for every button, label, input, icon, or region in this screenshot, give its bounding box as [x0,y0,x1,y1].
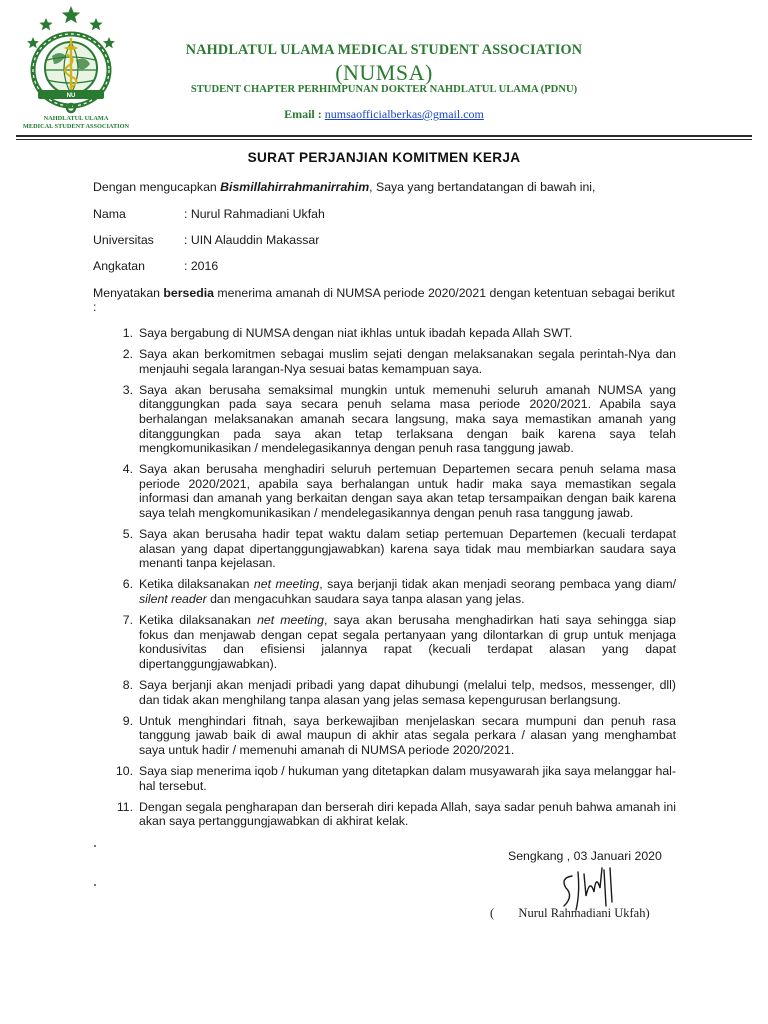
term-number: 9. [122,713,133,728]
term-text: Untuk menghindari fitnah, saya berkewajiban menjelaskan secara mumpuni dan penuh rasa tanggung jawab baik di awal maupun di akhir atas segala perkara / alasan yang menghambat saya untuk hadir / memenuhi amanah di NUMSA periode 2020/2021. [139,713,676,757]
intro-bold: bersedia [163,286,215,300]
terms-list [93,326,676,835]
letterhead-rule-thin [16,139,752,140]
scan-speck [94,845,96,847]
svg-text:NU: NU [66,93,76,99]
term-text: dan mengacuhkan saudara saya tanpa alasan yang jelas. [206,592,525,606]
term-text: Saya berjanji akan menjadi pribadi yang dapat dihubungi (melalui telp, medsos, messenger, dll) dan tidak akan menghilang tanpa alasan yang jelas semasa kepengurusan berlangsung. [139,677,676,707]
term-item [93,800,676,829]
identity-label: Angkatan [93,259,145,273]
logo-caption-line-2: MEDICAL STUDENT ASSOCIATION [22,123,130,130]
term-item [93,577,676,606]
intro-pre: Menyatakan [93,286,164,300]
term-item [93,462,676,520]
term-text: Saya akan berusaha menghadiri seluruh pertemuan Departemen secara penuh selama masa periode 2020/2021, apabila saya berhalangan untuk hadir maka saya memastikan segala informasi dan amanah yang berkaitan dengan saya akan tetap tersampaikan dengan baik karena saya telah mengkomunikasikan / mendelegasikannya dengan penuh rasa tanggung jawab. [139,462,676,521]
term-number: 2. [122,347,133,362]
identity-value: : Nurul Rahmadiani Ukfah [184,207,325,221]
identity-row-university [93,233,319,247]
term-item [93,613,676,671]
term-number: 6. [122,577,133,592]
logo-caption-line-1: NAHDLATUL ULAMA [43,115,109,122]
organization-chapter: STUDENT CHAPTER PERHIMPUNAN DOKTER NAHDLATUL ULAMA (PDNU) [190,84,578,95]
term-number: 5. [122,527,133,542]
term-item [93,714,676,758]
term-emphasis: net meeting [253,577,320,592]
term-text: Dengan segala pengharapan dan berserah diri kepada Allah, saya sadar penuh bahwa amanah ini akan saya pertanggungjawabkan di akhirat kelak. [139,799,676,829]
term-number: 10. [115,763,133,778]
term-emphasis: silent reader [139,592,207,606]
logo-star-right-2 [103,37,115,48]
email-line [168,107,600,122]
identity-value: : UIN Alauddin Makassar [184,233,320,247]
term-number: 1. [122,326,133,340]
term-text: Saya siap menerima iqob / hukuman yang ditetapkan dalam musyawarah jika saya melanggar hal-hal tersebut. [139,763,676,793]
document-title: SURAT PERJANJIAN KOMITMEN KERJA [247,150,521,165]
term-text: Saya akan berusaha semaksimal mungkin untuk memenuhi seluruh amanah NUMSA yang ditanggungkan pada saya secara penuh selama masa periode 2020/2021. Apabila saya berhalangan melaksanakan amanah secara langsung, maka saya memastikan amanah yang ditanggungkan pada saya akan tetap terlaksana dengan baik karena saya telah mengkomunikasikan / mendelegasikannya dengan penuh rasa tanggung jawab. [139,382,676,456]
signer-close-paren: ) [645,906,650,920]
opening-post: , Saya yang bertandatangan di bawah ini, [369,180,596,194]
place-and-date: Sengkang , 03 Januari 2020 [508,849,662,863]
term-text: Ketika dilaksanakan [139,577,254,592]
logo-caption [14,115,138,131]
identity-label: Universitas [93,233,154,247]
intro-statement [93,286,678,314]
term-text: , saya akan berusaha menghadirkan hati saya sehingga siap fokus dan menjawab dengan cepat segala pertanyaan yang dilontarkan di grup untuk menjaga kondusivitas dan efisiensi jalannya rapat (kecuali terdapat alasan yang dapat dipertanggungjawabkan). [139,613,676,671]
logo-star-left-2 [27,37,39,48]
term-number: 7. [122,613,133,628]
organization-name: NAHDLATUL ULAMA MEDICAL STUDENT ASSOCIATION [185,42,583,58]
identity-row-batch [93,259,218,273]
logo-star-left-1 [39,18,52,30]
term-item [93,347,676,376]
term-item [93,678,676,707]
email-label: Email : [284,107,322,121]
signer-line [490,906,650,921]
term-number: 4. [122,462,133,477]
term-text: Saya akan berusaha hadir tepat waktu dalam setiap pertemuan Departemen (kecuali terdapat alasan yang dapat dipertanggungjawabkan) karena saya tidak mau membiarkan saudara saya menanti tanpa kejelasan. [139,527,676,571]
term-number: 8. [122,677,133,692]
term-number: 3. [122,382,133,397]
term-item [93,764,676,793]
term-text: , saya berjanji tidak akan menjadi seorang pembaca yang diam/ [319,577,676,592]
scan-speck [94,884,96,886]
term-text: Saya bergabung di NUMSA dengan niat ikhlas untuk ibadah kepada Allah SWT. [139,326,573,340]
letterhead-rule-thick [16,135,752,137]
signer-name: Nurul Rahmadiani Ukfah [518,906,646,920]
identity-row-name [93,207,325,221]
opening-pre: Dengan mengucapkan [93,180,221,194]
identity-value: : 2016 [184,259,219,273]
logo-star-top [62,6,80,23]
term-item [93,326,676,341]
intro-post: menerima amanah di NUMSA periode 2020/2021 dengan ketentuan sebagai berikut : [93,286,675,314]
term-emphasis: net meeting [257,613,324,628]
email-link[interactable]: numsaofficialberkas@gmail.com [324,107,484,121]
term-item [93,527,676,571]
term-text: Saya akan berkomitmen sebagai muslim sejati dengan melaksanakan segala perintah-Nya dan menjauhi segala larangan-Nya sesuai batas kemampuan saya. [139,347,676,376]
opening-sentence [93,180,683,194]
opening-basmalah: Bismillahirrahmanirrahim [220,180,370,194]
identity-label: Nama [93,207,126,221]
term-text: Ketika dilaksanakan [139,613,258,628]
term-item [93,383,676,456]
term-number: 11. [116,799,133,814]
logo-star-right-1 [89,18,102,30]
organization-abbreviation: (NUMSA) [335,60,433,85]
signer-open-paren: ( [490,906,495,920]
